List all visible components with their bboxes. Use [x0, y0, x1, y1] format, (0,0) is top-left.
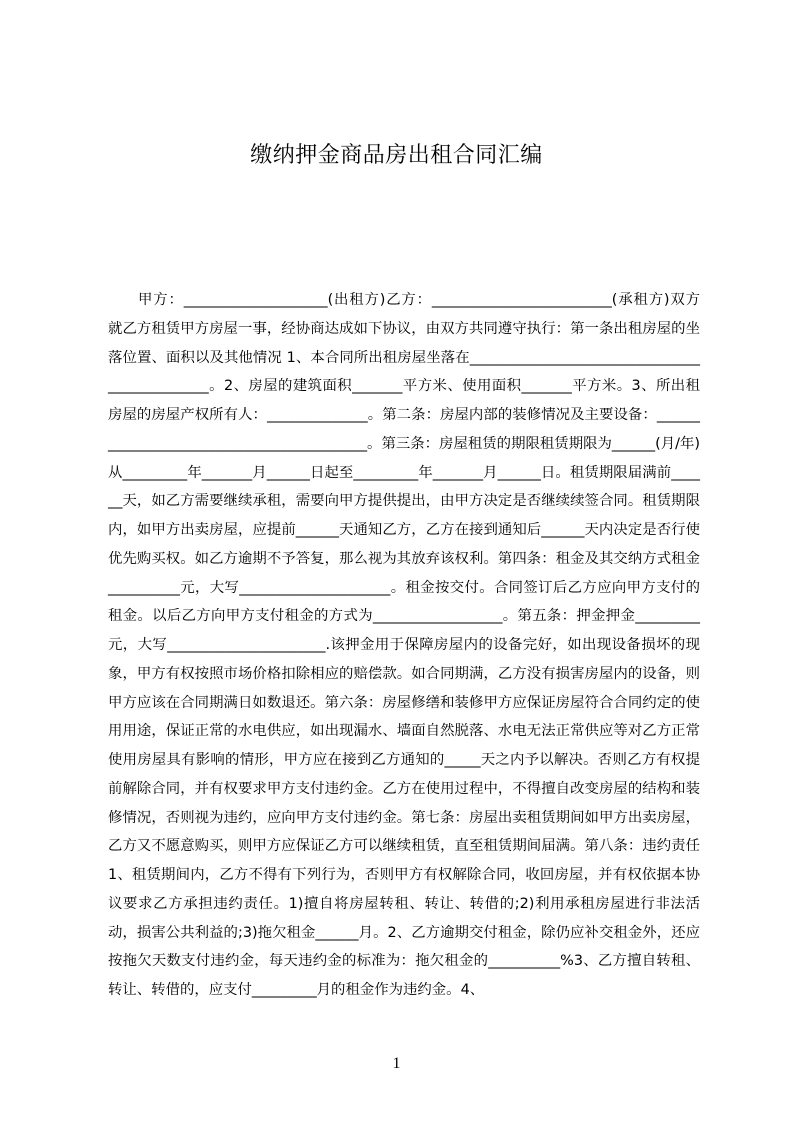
page-number: 1	[392, 1055, 401, 1072]
contract-body-text: 甲方：____________________(出租方)乙方：_________________________(承租方)双方就乙方租赁甲方房屋一事，经协商达成如下协议，由双方共同遵守执行：第一条出租房屋的坐落位置、面积以及其他情况 1、本合同所出租房屋坐落在______________________________________________。2、房屋的建筑面积_______平方米、使用面积_______平方米。3、所出租房屋的房屋产权所有人：______________。第二条：房屋内部的装修情况及主要设备：__________________________________________。第三条：房屋租赁的期限租赁期限为______(月/年)从_________年_______月______日起至_________年_______月______日。租赁期限届满前______天，如乙方需要继续承租，需要向甲方提供提出，由甲方决定是否继续续签合同。租赁期限内，如甲方出卖房屋，应提前______天通知乙方，乙方在接到通知后______天内决定是否行使优先购买权。如乙方逾期不予答复，那么视为其放弃该权利。第四条：租金及其交纳方式租金__________元，大写_____________________。租金按交付。合同签订后乙方应向甲方支付的租金。以后乙方向甲方支付租金的方式为__________________。第五条：押金押金_________元，大写______________________.该押金用于保障房屋内的设备完好，如出现设备损坏的现象，甲方有权按照市场价格扣除相应的赔偿款。如合同期满，乙方没有损害房屋内的设备，则甲方应该在合同期满日如数退还。第六条：房屋修缮和装修甲方应保证房屋符合合同约定的使用用途，保证正常的水电供应，如出现漏水、墙面自然脱落、水电无法正常供应等对乙方正常使用房屋具有影响的情形，甲方应在接到乙方通知的_____天之内予以解决。否则乙方有权提前解除合同，并有权要求甲方支付违约金。乙方在使用过程中，不得擅自改变房屋的结构和装修情况，否则视为违约，应向甲方支付违约金。第七条：房屋出卖租赁期间如甲方出卖房屋，乙方又不愿意购买，则甲方应保证乙方可以继续租赁，直至租赁期间届满。第八条：违约责任 1、租赁期间内，乙方不得有下列行为，否则甲方有权解除合同，收回房屋，并有权依据本协议要求乙方承担违约责任。1)擅自将房屋转租、转让、转借的;2)利用承租房屋进行非法活动，损害公共利益的;3)拖欠租金______月。2、乙方逾期交付租金，除仍应补交租金外，还应按拖欠天数支付违约金，每天违约金的标准为：拖欠租金的__________%3、乙方擅自转租、转让、转借的，应支付_________月的租金作为违约金。4、	[108, 292, 700, 998]
page-title: 缴纳押金商品房出租合同汇编	[250, 143, 543, 168]
